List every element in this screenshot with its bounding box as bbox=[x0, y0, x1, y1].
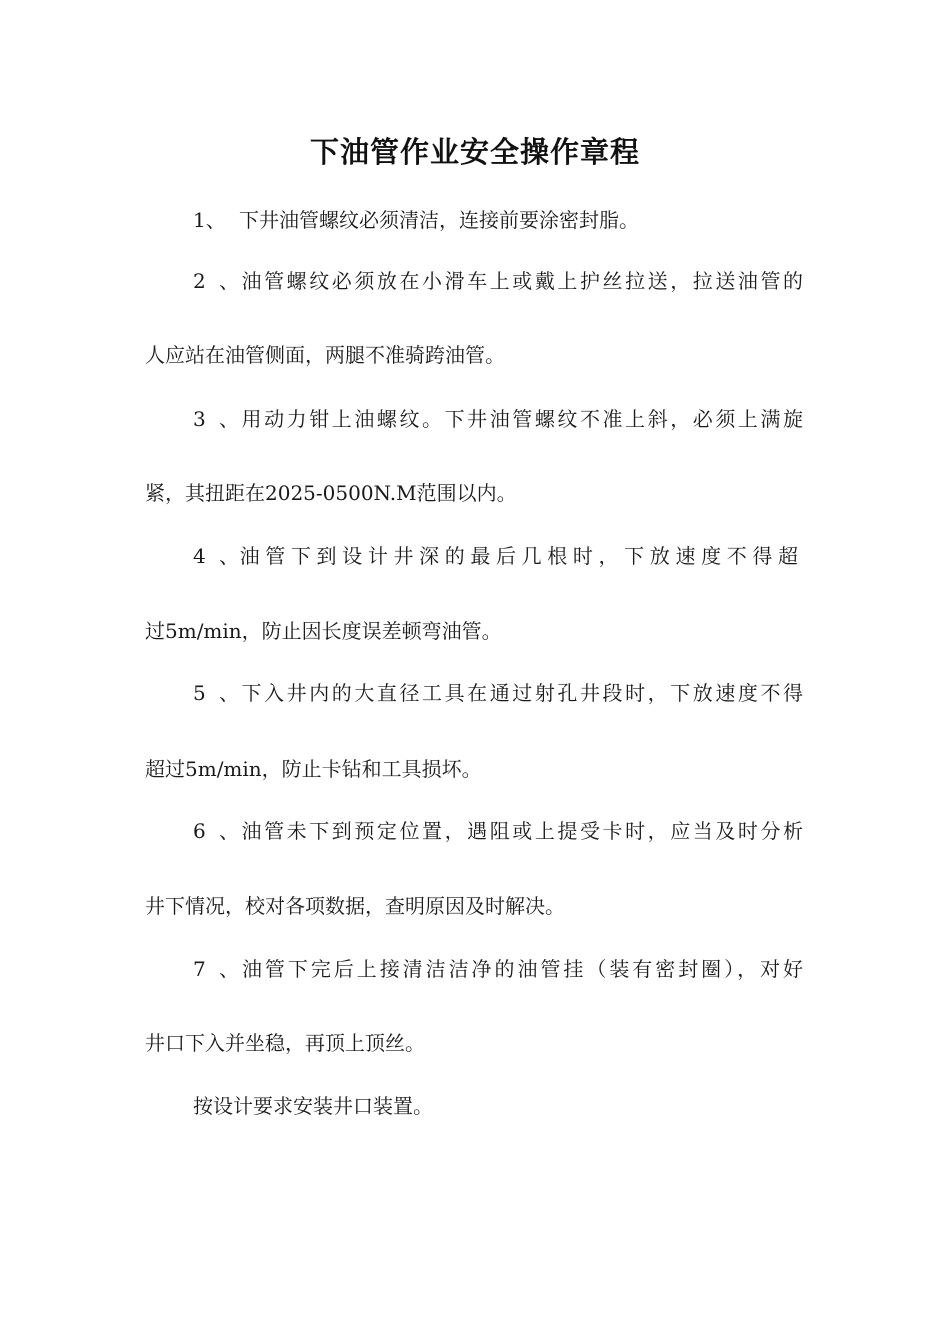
list-item-7 bbox=[193, 955, 803, 983]
item-number: 7、 bbox=[193, 957, 239, 981]
list-item-6 bbox=[193, 817, 803, 845]
list-item-6-continued: 井下情况，校对各项数据，查明原因及时解决。 bbox=[145, 894, 565, 918]
item-text-line1: 油管螺纹必须放在小滑车上或戴上护丝拉送，拉送油管的 bbox=[239, 269, 803, 293]
item-number: 3、 bbox=[193, 407, 239, 431]
item-text-line1: 下井油管螺纹必须清洁，连接前要涂密封脂。 bbox=[239, 208, 639, 232]
list-item-4 bbox=[193, 542, 803, 570]
list-item-3 bbox=[193, 405, 803, 433]
item-text-line1: 下入井内的大直径工具在通过射孔井段时，下放速度不得 bbox=[239, 681, 803, 705]
item-number: 2、 bbox=[193, 269, 239, 293]
closing-paragraph: 按设计要求安装井口装置。 bbox=[193, 1094, 433, 1118]
list-item-4-continued: 过5m/min，防止因长度误差顿弯油管。 bbox=[145, 619, 502, 643]
list-item-3-continued: 紧，其扭距在2025-0500N.M范围以内。 bbox=[145, 481, 517, 505]
list-item-5 bbox=[193, 679, 803, 707]
list-item-2 bbox=[193, 267, 803, 295]
list-item-1 bbox=[193, 206, 803, 234]
item-number: 5、 bbox=[193, 681, 239, 705]
list-item-7-continued: 井口下入并坐稳，再顶上顶丝。 bbox=[145, 1031, 425, 1055]
item-text-line1: 用动力钳上油螺纹。下井油管螺纹不准上斜，必须上满旋 bbox=[239, 407, 803, 431]
list-item-5-continued: 超过5m/min，防止卡钻和工具损坏。 bbox=[145, 757, 482, 781]
item-number: 6、 bbox=[193, 819, 239, 843]
item-text-line1: 油管下完后上接清洁洁净的油管挂（装有密封圈），对好 bbox=[239, 957, 803, 981]
item-number: 1、 bbox=[193, 208, 226, 232]
item-number: 4、 bbox=[193, 544, 239, 568]
list-item-2-continued: 人应站在油管侧面，两腿不准骑跨油管。 bbox=[145, 343, 505, 367]
item-text-line1: 油管下到设计井深的最后几根时，下放速度不得超 bbox=[239, 544, 803, 568]
document-title: 下油管作业安全操作章程 bbox=[309, 135, 640, 169]
item-text-line1: 油管未下到预定位置，遇阻或上提受卡时，应当及时分析 bbox=[239, 819, 803, 843]
